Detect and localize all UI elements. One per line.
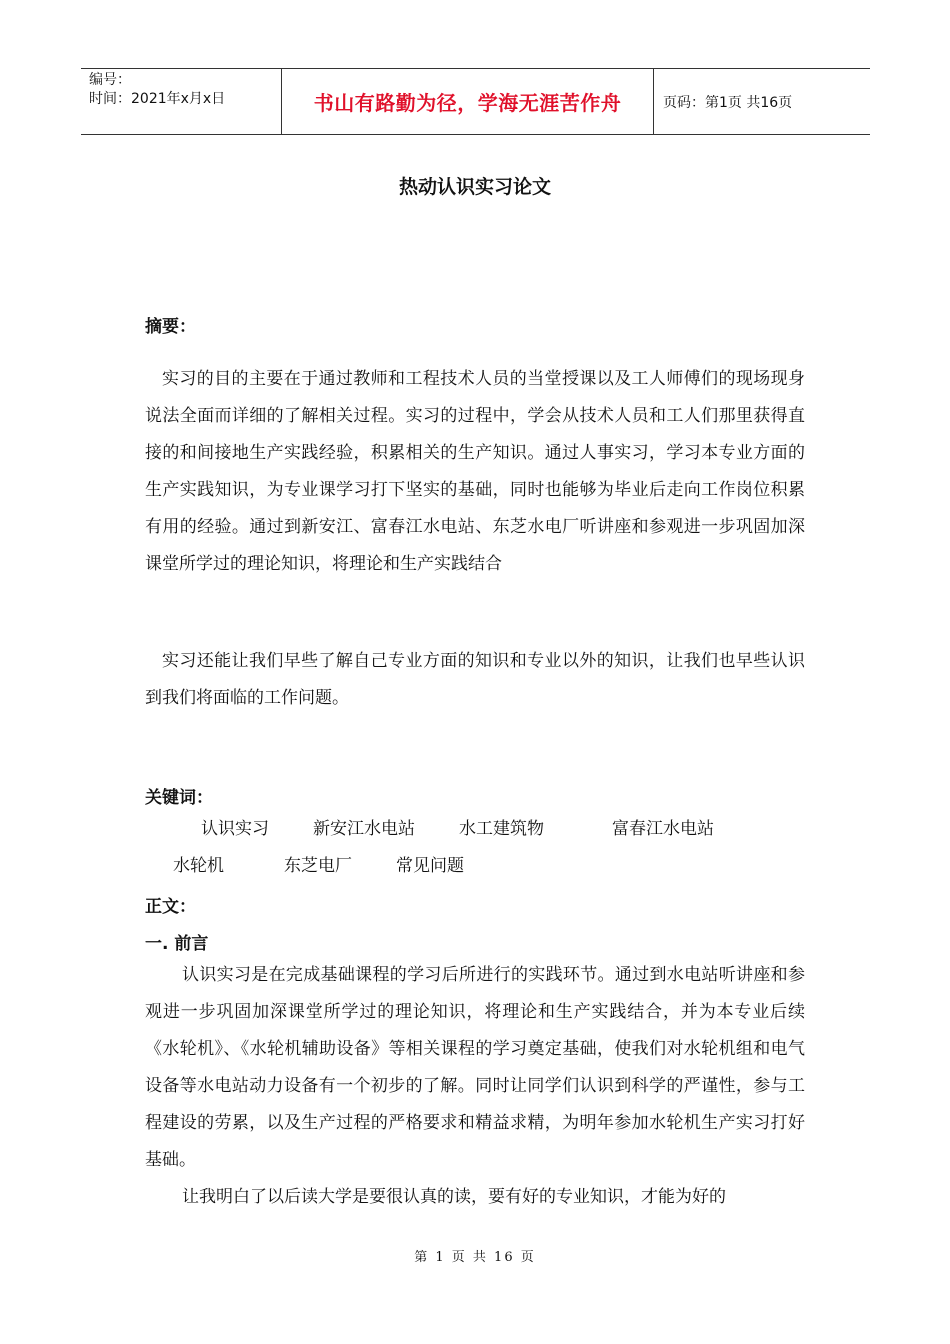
keyword-item: 常见问题 (396, 856, 464, 876)
keyword-item: 新安江水电站 (313, 819, 415, 839)
keyword-item: 认识实习 (201, 819, 269, 839)
document-title: 热动认识实习论文 (398, 176, 551, 198)
header-time: 时间：2021年x月x日 (89, 91, 226, 107)
page-footer: 第 1 页 共 16 页 (414, 1250, 536, 1265)
abstract-paragraph-1: 实习的目的主要在于通过教师和工程技术人员的当堂授课以及工人师傅们的现场现身说法全面而详细的了解相关过程。实习的过程中，学会从技术人员和工人们那里获得直接的和间接地生产实践经验，积累相关的生产知识。通过人事实习，学习本专业方面的生产实践知识，为专业课学习打下坚实的基础，同时也能够为毕业后走向工作岗位积累有用的经验。通过到新安江、富春江水电站、东芝水电厂听讲座和参观进一步巩固加深课堂所学过的理论知识，将理论和生产实践结合 (145, 369, 805, 574)
keywords-label: 关键词： (145, 788, 213, 808)
keyword-item: 水轮机 (173, 856, 224, 876)
header-page-info: 页码：第1页 共16页 (663, 94, 793, 111)
header-meta (81, 69, 281, 134)
abstract-paragraph-2: 实习还能让我们早些了解自己专业方面的知识和专业以外的知识，让我们也早些认识到我们将面临的工作问题。 (145, 651, 805, 708)
keyword-item: 东芝电厂 (284, 856, 352, 876)
header-motto: 书山有路勤为径，学海无涯苦作舟 (313, 91, 622, 115)
header-number: 编号： (89, 72, 131, 88)
body-paragraph-2: 让我明白了以后读大学是要很认真的读，要有好的专业知识，才能为好的 (182, 1187, 726, 1207)
section-heading: 一. 前言 (145, 934, 209, 954)
header-motto-cell (281, 69, 654, 134)
abstract-label: 摘要： (145, 317, 196, 337)
body-label: 正文： (145, 897, 196, 917)
header-table (81, 68, 870, 135)
keyword-item: 水工建筑物 (459, 819, 544, 839)
keywords-list (145, 811, 805, 885)
body-paragraph-1: 认识实习是在完成基础课程的学习后所进行的实践环节。通过到水电站听讲座和参观进一步巩固加深课堂所学过的理论知识，将理论和生产实践结合，并为本专业后续 《水轮机》、《水轮机辅助设备》等相关课程的学习奠定基础，使我们对水轮机组和电气设备等水电站动力设备有一个初步的了解。同时让同学们认识到科学的严谨性，参与工程建设的劳累，以及生产过程的严格要求和精益求精，为明年参加水轮机生产实习打好基础。 (145, 965, 805, 1170)
keyword-item: 富春江水电站 (612, 819, 714, 839)
